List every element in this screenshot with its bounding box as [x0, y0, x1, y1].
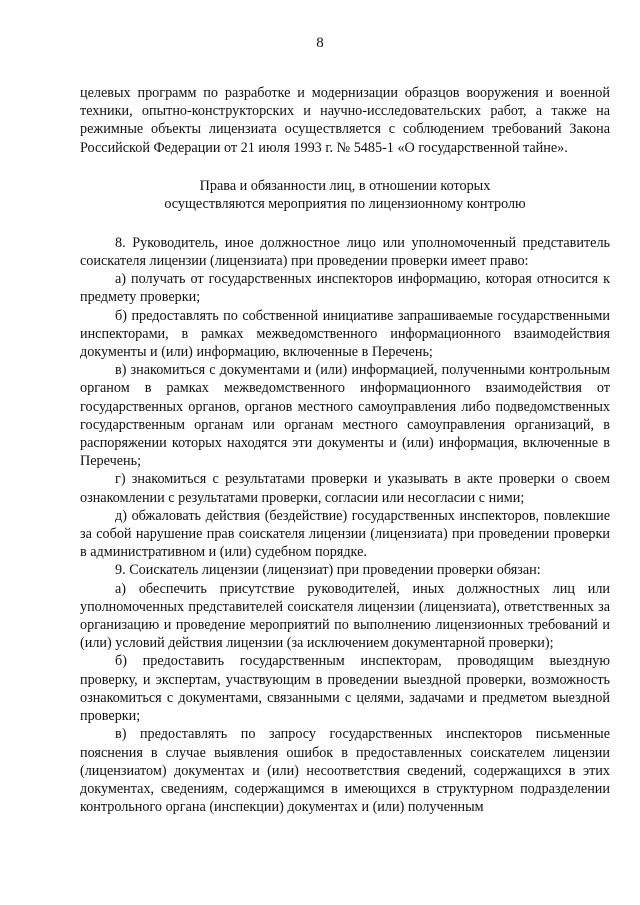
page-number: 8	[316, 35, 324, 51]
clause-8-item-a: а) получать от государственных инспекторов информацию, которая относится к предмету проверки;	[80, 271, 610, 306]
clause-8-item-d: д) обжаловать действия (бездействие) государственных инспекторов, повлекшие за собой нарушение прав соискателя лицензии (лицензиата) при проведении проверки в административном и (или) судебном порядке.	[80, 507, 610, 561]
section-heading-line-1: Права и обязанности лиц, в отношении которых	[199, 177, 491, 194]
document-body	[80, 84, 610, 816]
clause-8-item-g: г) знакомиться с результатами проверки и указывать в акте проверки о своем ознакомлении с результатами проверки, согласии или несогласии с ними;	[80, 471, 610, 506]
clause-9-item-a: а) обеспечить присутствие руководителей, иных должностных лиц или уполномоченных представителей соискателя лицензии (лицензиата), ответственных за организацию и проведение мероприятий по выполнению лицензионных требований и (или) условий действия лицензии (за исключением документарной проверки);	[80, 580, 610, 652]
clause-9-item-b: б) предоставить государственным инспекторам, проводящим выездную проверку, и экспертам, участвующим в проведении выездной проверки, возможность ознакомиться с документами, связанными с целями, задачами и предметом выездной проверки;	[80, 653, 610, 725]
clause-8-item-b: б) предоставлять по собственной инициативе запрашиваемые государственными инспекторами, в рамках межведомственного информационного взаимодействия документы и (или) информацию, включенные в Перечень;	[80, 307, 610, 361]
clause-8-item-v: в) знакомиться с документами и (или) информацией, полученными контрольным органом в рамках межведомственного информационного взаимодействия от государственных органов, органов местного самоуправления либо подведомственных государственным органам или органам местного самоуправления организаций, в распоряжении которых находятся эти документы и (или) информация, включенные в Перечень;	[80, 362, 610, 470]
clause-9-item-v: в) предоставлять по запросу государственных инспекторов письменные пояснения в случае выявления ошибок в предоставленных соискателем лицензии (лицензиатом) документах и (или) несоответствия сведений, содержащихся в этих документах, сведениям, содержащимся в имеющихся в структурном подразделении контрольного органа (инспекции) документах и (или) полученным	[80, 726, 610, 816]
section-heading	[80, 177, 610, 214]
clause-9-lead: 9. Соискатель лицензии (лицензиат) при проведении проверки обязан:	[115, 562, 541, 579]
intro-paragraph: целевых программ по разработке и модернизации образцов вооружения и военной техники, опытно-конструкторских и научно-исследовательских работ, а также на режимные объекты лицензиата осуществляется с соблюдением требований Закона Российской Федерации от 21 июля 1993 г. № 5485-1 «О государственной тайне».	[80, 85, 610, 156]
clause-8-lead: 8. Руководитель, иное должностное лицо или уполномоченный представитель соискателя лицензии (лицензиата) при проведении проверки имеет право:	[80, 234, 610, 270]
section-heading-line-2: осуществляются мероприятия по лицензионному контролю	[164, 196, 526, 213]
